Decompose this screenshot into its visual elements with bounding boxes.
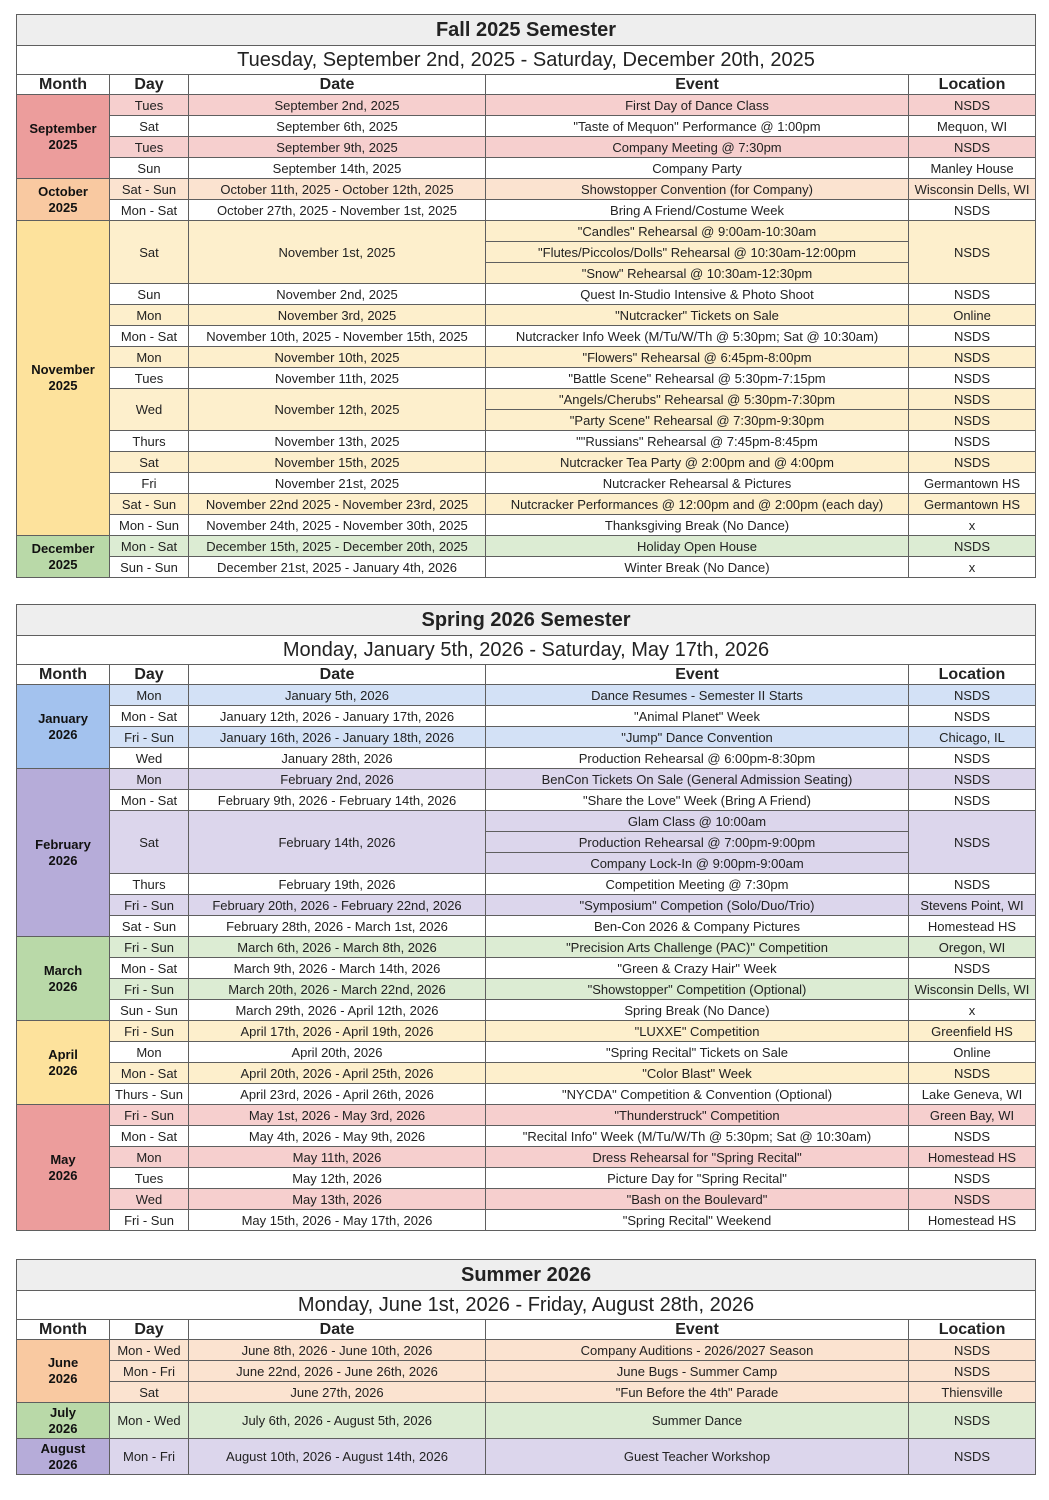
date-cell: January 28th, 2026 [189, 748, 486, 769]
location-cell: x [909, 1000, 1036, 1021]
day-cell: Tues [110, 1168, 189, 1189]
event-row [17, 179, 1036, 200]
calendar-table [16, 1259, 1036, 1475]
location-cell: NSDS [909, 200, 1036, 221]
event-cell: "Thunderstruck" Competition [486, 1105, 909, 1126]
column-header-day: Day [110, 665, 189, 685]
location-cell: NSDS [909, 368, 1036, 389]
date-cell: May 1st, 2026 - May 3rd, 2026 [189, 1105, 486, 1126]
day-cell: Sat [110, 452, 189, 473]
section-subtitle-row [17, 636, 1036, 665]
event-row [17, 1439, 1036, 1475]
event-cell: Bring A Friend/Costume Week [486, 200, 909, 221]
day-cell: Thurs [110, 431, 189, 452]
day-cell: Sat - Sun [110, 494, 189, 515]
day-cell: Fri - Sun [110, 937, 189, 958]
day-cell: Mon [110, 347, 189, 368]
event-cell: "Fun Before the 4th" Parade [486, 1382, 909, 1403]
date-cell: September 2nd, 2025 [189, 95, 486, 116]
event-row [17, 895, 1036, 916]
event-cell: "Spring Recital" Tickets on Sale [486, 1042, 909, 1063]
event-row [17, 431, 1036, 452]
date-cell: May 4th, 2026 - May 9th, 2026 [189, 1126, 486, 1147]
column-header-month: Month [17, 75, 110, 95]
column-header-day: Day [110, 1320, 189, 1340]
section-title: Summer 2026 [17, 1260, 1036, 1291]
month-cell: March 2026 [17, 937, 110, 1021]
column-header-day: Day [110, 75, 189, 95]
date-cell: November 1st, 2025 [189, 221, 486, 284]
location-cell: x [909, 515, 1036, 536]
location-cell: Online [909, 305, 1036, 326]
day-cell: Mon - Sat [110, 326, 189, 347]
location-cell: NSDS [909, 811, 1036, 874]
event-cell: "Animal Planet" Week [486, 706, 909, 727]
location-cell: NSDS [909, 410, 1036, 431]
column-header-row [17, 1320, 1036, 1340]
location-cell: Thiensville [909, 1382, 1036, 1403]
column-header-month: Month [17, 1320, 110, 1340]
column-header-event: Event [486, 665, 909, 685]
location-cell: NSDS [909, 95, 1036, 116]
location-cell: NSDS [909, 431, 1036, 452]
date-cell: April 23rd, 2026 - April 26th, 2026 [189, 1084, 486, 1105]
month-cell: August 2026 [17, 1439, 110, 1475]
event-row [17, 536, 1036, 557]
event-row [17, 1403, 1036, 1439]
month-cell: December 2025 [17, 536, 110, 578]
event-cell: Thanksgiving Break (No Dance) [486, 515, 909, 536]
event-row [17, 769, 1036, 790]
date-cell: November 12th, 2025 [189, 389, 486, 431]
date-cell: January 16th, 2026 - January 18th, 2026 [189, 727, 486, 748]
event-cell: "Battle Scene" Rehearsal @ 5:30pm-7:15pm [486, 368, 909, 389]
date-cell: March 20th, 2026 - March 22nd, 2026 [189, 979, 486, 1000]
month-cell: January 2026 [17, 685, 110, 769]
location-cell: Homestead HS [909, 916, 1036, 937]
location-cell: x [909, 557, 1036, 578]
event-row [17, 874, 1036, 895]
event-cell: Showstopper Convention (for Company) [486, 179, 909, 200]
day-cell: Fri - Sun [110, 979, 189, 1000]
event-row [17, 1084, 1036, 1105]
month-cell: July 2026 [17, 1403, 110, 1439]
location-cell: Chicago, IL [909, 727, 1036, 748]
date-cell: February 19th, 2026 [189, 874, 486, 895]
column-header-month: Month [17, 665, 110, 685]
month-cell: October 2025 [17, 179, 110, 221]
column-header-event: Event [486, 1320, 909, 1340]
day-cell: Fri - Sun [110, 1210, 189, 1231]
location-cell: NSDS [909, 326, 1036, 347]
calendar-section [16, 1259, 1035, 1475]
location-cell: Germantown HS [909, 473, 1036, 494]
date-cell: April 20th, 2026 [189, 1042, 486, 1063]
event-cell: "Recital Info" Week (M/Tu/W/Th @ 5:30pm; Sat @ 10:30am) [486, 1126, 909, 1147]
event-cell: Nutcracker Info Week (M/Tu/W/Th @ 5:30pm; Sat @ 10:30am) [486, 326, 909, 347]
date-cell: November 22nd 2025 - November 23rd, 2025 [189, 494, 486, 515]
location-cell: Oregon, WI [909, 937, 1036, 958]
event-row [17, 1210, 1036, 1231]
location-cell: Online [909, 1042, 1036, 1063]
section-title-row [17, 1260, 1036, 1291]
event-row [17, 1147, 1036, 1168]
event-cell: Holiday Open House [486, 536, 909, 557]
section-subtitle-row [17, 46, 1036, 75]
date-cell: November 13th, 2025 [189, 431, 486, 452]
location-cell: NSDS [909, 1403, 1036, 1439]
day-cell: Mon - Fri [110, 1439, 189, 1475]
event-row [17, 727, 1036, 748]
day-cell: Sat [110, 1382, 189, 1403]
location-cell: Green Bay, WI [909, 1105, 1036, 1126]
event-cell: Company Party [486, 158, 909, 179]
column-header-date: Date [189, 1320, 486, 1340]
day-cell: Mon [110, 685, 189, 706]
event-row [17, 706, 1036, 727]
location-cell: NSDS [909, 1189, 1036, 1210]
event-row [17, 326, 1036, 347]
date-cell: June 27th, 2026 [189, 1382, 486, 1403]
date-cell: November 15th, 2025 [189, 452, 486, 473]
date-cell: November 24th, 2025 - November 30th, 2025 [189, 515, 486, 536]
calendar-table [16, 14, 1036, 578]
location-cell: NSDS [909, 769, 1036, 790]
day-cell: Thurs - Sun [110, 1084, 189, 1105]
event-cell: June Bugs - Summer Camp [486, 1361, 909, 1382]
date-cell: December 15th, 2025 - December 20th, 2025 [189, 536, 486, 557]
date-cell: September 9th, 2025 [189, 137, 486, 158]
date-cell: January 5th, 2026 [189, 685, 486, 706]
location-cell: Mequon, WI [909, 116, 1036, 137]
day-cell: Wed [110, 748, 189, 769]
event-row [17, 1340, 1036, 1361]
location-cell: Greenfield HS [909, 1021, 1036, 1042]
location-cell: NSDS [909, 958, 1036, 979]
location-cell: Homestead HS [909, 1147, 1036, 1168]
event-row [17, 473, 1036, 494]
event-row [17, 1063, 1036, 1084]
event-cell: Company Auditions - 2026/2027 Season [486, 1340, 909, 1361]
day-cell: Sun [110, 158, 189, 179]
event-cell: "NYCDA" Competition & Convention (Optional) [486, 1084, 909, 1105]
date-cell: November 10th, 2025 - November 15th, 2025 [189, 326, 486, 347]
column-header-location: Location [909, 1320, 1036, 1340]
location-cell: NSDS [909, 347, 1036, 368]
event-cell: Nutcracker Performances @ 12:00pm and @ 2:00pm (each day) [486, 494, 909, 515]
event-cell: Winter Break (No Dance) [486, 557, 909, 578]
section-date-range: Monday, January 5th, 2026 - Saturday, May 17th, 2026 [17, 636, 1036, 665]
location-cell: NSDS [909, 221, 1036, 284]
event-cell: Nutcracker Rehearsal & Pictures [486, 473, 909, 494]
location-cell: Lake Geneva, WI [909, 1084, 1036, 1105]
section-title-row [17, 15, 1036, 46]
location-cell: NSDS [909, 706, 1036, 727]
event-row [17, 1021, 1036, 1042]
event-cell: "Jump" Dance Convention [486, 727, 909, 748]
day-cell: Sat - Sun [110, 179, 189, 200]
location-cell: NSDS [909, 1340, 1036, 1361]
event-row [17, 1042, 1036, 1063]
event-cell: Guest Teacher Workshop [486, 1439, 909, 1475]
month-cell: June 2026 [17, 1340, 110, 1403]
day-cell: Wed [110, 389, 189, 431]
event-cell: Summer Dance [486, 1403, 909, 1439]
event-cell: First Day of Dance Class [486, 95, 909, 116]
day-cell: Mon - Sun [110, 515, 189, 536]
day-cell: Mon [110, 1147, 189, 1168]
date-cell: March 29th, 2026 - April 12th, 2026 [189, 1000, 486, 1021]
event-row [17, 1361, 1036, 1382]
event-row [17, 1105, 1036, 1126]
event-cell: Competition Meeting @ 7:30pm [486, 874, 909, 895]
location-cell: NSDS [909, 790, 1036, 811]
event-cell: ""Russians" Rehearsal @ 7:45pm-8:45pm [486, 431, 909, 452]
event-cell: "Color Blast" Week [486, 1063, 909, 1084]
day-cell: Sun - Sun [110, 557, 189, 578]
event-cell: Picture Day for "Spring Recital" [486, 1168, 909, 1189]
section-subtitle-row [17, 1291, 1036, 1320]
date-cell: June 8th, 2026 - June 10th, 2026 [189, 1340, 486, 1361]
event-cell: "LUXXE" Competition [486, 1021, 909, 1042]
day-cell: Sat [110, 116, 189, 137]
column-header-event: Event [486, 75, 909, 95]
month-cell: May 2026 [17, 1105, 110, 1231]
event-row [17, 557, 1036, 578]
event-row [17, 937, 1036, 958]
event-row [17, 979, 1036, 1000]
day-cell: Fri - Sun [110, 1105, 189, 1126]
event-cell: "Party Scene" Rehearsal @ 7:30pm-9:30pm [486, 410, 909, 431]
day-cell: Tues [110, 368, 189, 389]
location-cell: Wisconsin Dells, WI [909, 179, 1036, 200]
date-cell: November 3rd, 2025 [189, 305, 486, 326]
location-cell: NSDS [909, 1439, 1036, 1475]
event-row [17, 389, 1036, 410]
date-cell: December 21st, 2025 - January 4th, 2026 [189, 557, 486, 578]
date-cell: February 9th, 2026 - February 14th, 2026 [189, 790, 486, 811]
date-cell: February 28th, 2026 - March 1st, 2026 [189, 916, 486, 937]
event-cell: "Precision Arts Challenge (PAC)" Competition [486, 937, 909, 958]
event-cell: "Symposium" Competion (Solo/Duo/Trio) [486, 895, 909, 916]
event-cell: Production Rehearsal @ 7:00pm-9:00pm [486, 832, 909, 853]
location-cell: NSDS [909, 284, 1036, 305]
event-cell: Company Lock-In @ 9:00pm-9:00am [486, 853, 909, 874]
day-cell: Mon [110, 305, 189, 326]
event-cell: Dance Resumes - Semester II Starts [486, 685, 909, 706]
day-cell: Tues [110, 95, 189, 116]
day-cell: Mon - Sat [110, 1063, 189, 1084]
column-header-location: Location [909, 75, 1036, 95]
event-row [17, 137, 1036, 158]
day-cell: Mon - Sat [110, 706, 189, 727]
date-cell: October 27th, 2025 - November 1st, 2025 [189, 200, 486, 221]
event-cell: Quest In-Studio Intensive & Photo Shoot [486, 284, 909, 305]
event-row [17, 916, 1036, 937]
day-cell: Fri - Sun [110, 727, 189, 748]
date-cell: November 21st, 2025 [189, 473, 486, 494]
event-cell: Ben-Con 2026 & Company Pictures [486, 916, 909, 937]
date-cell: May 13th, 2026 [189, 1189, 486, 1210]
location-cell: NSDS [909, 536, 1036, 557]
day-cell: Mon - Sat [110, 958, 189, 979]
event-row [17, 200, 1036, 221]
location-cell: NSDS [909, 874, 1036, 895]
location-cell: Homestead HS [909, 1210, 1036, 1231]
calendar-section [16, 604, 1035, 1231]
event-cell: Spring Break (No Dance) [486, 1000, 909, 1021]
event-row [17, 515, 1036, 536]
day-cell: Fri - Sun [110, 895, 189, 916]
day-cell: Mon [110, 1042, 189, 1063]
location-cell: NSDS [909, 452, 1036, 473]
event-cell: "Taste of Mequon" Performance @ 1:00pm [486, 116, 909, 137]
event-row [17, 494, 1036, 515]
event-row [17, 116, 1036, 137]
event-cell: Production Rehearsal @ 6:00pm-8:30pm [486, 748, 909, 769]
event-cell: "Angels/Cherubs" Rehearsal @ 5:30pm-7:30pm [486, 389, 909, 410]
date-cell: May 12th, 2026 [189, 1168, 486, 1189]
event-row [17, 347, 1036, 368]
day-cell: Sun - Sun [110, 1000, 189, 1021]
day-cell: Wed [110, 1189, 189, 1210]
date-cell: May 11th, 2026 [189, 1147, 486, 1168]
day-cell: Sat - Sun [110, 916, 189, 937]
month-cell: September 2025 [17, 95, 110, 179]
day-cell: Mon - Wed [110, 1340, 189, 1361]
date-cell: November 2nd, 2025 [189, 284, 486, 305]
day-cell: Mon - Sat [110, 1126, 189, 1147]
day-cell: Fri - Sun [110, 1021, 189, 1042]
event-cell: "Bash on the Boulevard" [486, 1189, 909, 1210]
date-cell: November 10th, 2025 [189, 347, 486, 368]
calendar-table [16, 604, 1036, 1231]
day-cell: Mon - Sat [110, 536, 189, 557]
event-row [17, 748, 1036, 769]
location-cell: NSDS [909, 1126, 1036, 1147]
location-cell: NSDS [909, 389, 1036, 410]
location-cell: NSDS [909, 137, 1036, 158]
event-cell: "Snow" Rehearsal @ 10:30am-12:30pm [486, 263, 909, 284]
event-row [17, 158, 1036, 179]
day-cell: Tues [110, 137, 189, 158]
location-cell: NSDS [909, 1063, 1036, 1084]
event-row [17, 1000, 1036, 1021]
calendar-section [16, 14, 1035, 578]
event-cell: Glam Class @ 10:00am [486, 811, 909, 832]
event-cell: "Nutcracker" Tickets on Sale [486, 305, 909, 326]
date-cell: June 22nd, 2026 - June 26th, 2026 [189, 1361, 486, 1382]
event-cell: "Showstopper" Competition (Optional) [486, 979, 909, 1000]
event-cell: "Flutes/Piccolos/Dolls" Rehearsal @ 10:30am-12:00pm [486, 242, 909, 263]
event-row [17, 1382, 1036, 1403]
location-cell: Wisconsin Dells, WI [909, 979, 1036, 1000]
day-cell: Mon - Fri [110, 1361, 189, 1382]
event-cell: "Share the Love" Week (Bring A Friend) [486, 790, 909, 811]
location-cell: Stevens Point, WI [909, 895, 1036, 916]
event-cell: Company Meeting @ 7:30pm [486, 137, 909, 158]
date-cell: November 11th, 2025 [189, 368, 486, 389]
month-cell: February 2026 [17, 769, 110, 937]
event-cell: "Candles" Rehearsal @ 9:00am-10:30am [486, 221, 909, 242]
date-cell: March 6th, 2026 - March 8th, 2026 [189, 937, 486, 958]
event-row [17, 1126, 1036, 1147]
event-row [17, 368, 1036, 389]
day-cell: Mon - Wed [110, 1403, 189, 1439]
event-row [17, 95, 1036, 116]
event-cell: "Spring Recital" Weekend [486, 1210, 909, 1231]
column-header-location: Location [909, 665, 1036, 685]
date-cell: February 2nd, 2026 [189, 769, 486, 790]
location-cell: Manley House [909, 158, 1036, 179]
column-header-row [17, 75, 1036, 95]
day-cell: Mon [110, 769, 189, 790]
location-cell: NSDS [909, 685, 1036, 706]
event-row [17, 958, 1036, 979]
section-title: Spring 2026 Semester [17, 605, 1036, 636]
date-cell: May 15th, 2026 - May 17th, 2026 [189, 1210, 486, 1231]
date-cell: February 20th, 2026 - February 22nd, 2026 [189, 895, 486, 916]
column-header-date: Date [189, 665, 486, 685]
section-title: Fall 2025 Semester [17, 15, 1036, 46]
location-cell: NSDS [909, 748, 1036, 769]
section-date-range: Tuesday, September 2nd, 2025 - Saturday, December 20th, 2025 [17, 46, 1036, 75]
column-header-date: Date [189, 75, 486, 95]
day-cell: Sun [110, 284, 189, 305]
event-cell: Nutcracker Tea Party @ 2:00pm and @ 4:00pm [486, 452, 909, 473]
event-cell: "Flowers" Rehearsal @ 6:45pm-8:00pm [486, 347, 909, 368]
location-cell: NSDS [909, 1168, 1036, 1189]
date-cell: January 12th, 2026 - January 17th, 2026 [189, 706, 486, 727]
event-row [17, 221, 1036, 242]
day-cell: Thurs [110, 874, 189, 895]
event-row [17, 685, 1036, 706]
event-row [17, 284, 1036, 305]
date-cell: September 6th, 2025 [189, 116, 486, 137]
day-cell: Mon - Sat [110, 790, 189, 811]
date-cell: April 17th, 2026 - April 19th, 2026 [189, 1021, 486, 1042]
event-row [17, 452, 1036, 473]
date-cell: September 14th, 2025 [189, 158, 486, 179]
event-cell: "Green & Crazy Hair" Week [486, 958, 909, 979]
column-header-row [17, 665, 1036, 685]
date-cell: February 14th, 2026 [189, 811, 486, 874]
event-row [17, 1189, 1036, 1210]
date-cell: April 20th, 2026 - April 25th, 2026 [189, 1063, 486, 1084]
date-cell: October 11th, 2025 - October 12th, 2025 [189, 179, 486, 200]
location-cell: Germantown HS [909, 494, 1036, 515]
day-cell: Mon - Sat [110, 200, 189, 221]
date-cell: March 9th, 2026 - March 14th, 2026 [189, 958, 486, 979]
event-row [17, 305, 1036, 326]
section-date-range: Monday, June 1st, 2026 - Friday, August 28th, 2026 [17, 1291, 1036, 1320]
date-cell: July 6th, 2026 - August 5th, 2026 [189, 1403, 486, 1439]
event-cell: Dress Rehearsal for "Spring Recital" [486, 1147, 909, 1168]
day-cell: Sat [110, 811, 189, 874]
month-cell: November 2025 [17, 221, 110, 536]
month-cell: April 2026 [17, 1021, 110, 1105]
day-cell: Sat [110, 221, 189, 284]
event-row [17, 1168, 1036, 1189]
day-cell: Fri [110, 473, 189, 494]
event-row [17, 790, 1036, 811]
event-cell: BenCon Tickets On Sale (General Admission Seating) [486, 769, 909, 790]
location-cell: NSDS [909, 1361, 1036, 1382]
section-title-row [17, 605, 1036, 636]
date-cell: August 10th, 2026 - August 14th, 2026 [189, 1439, 486, 1475]
event-row [17, 811, 1036, 832]
